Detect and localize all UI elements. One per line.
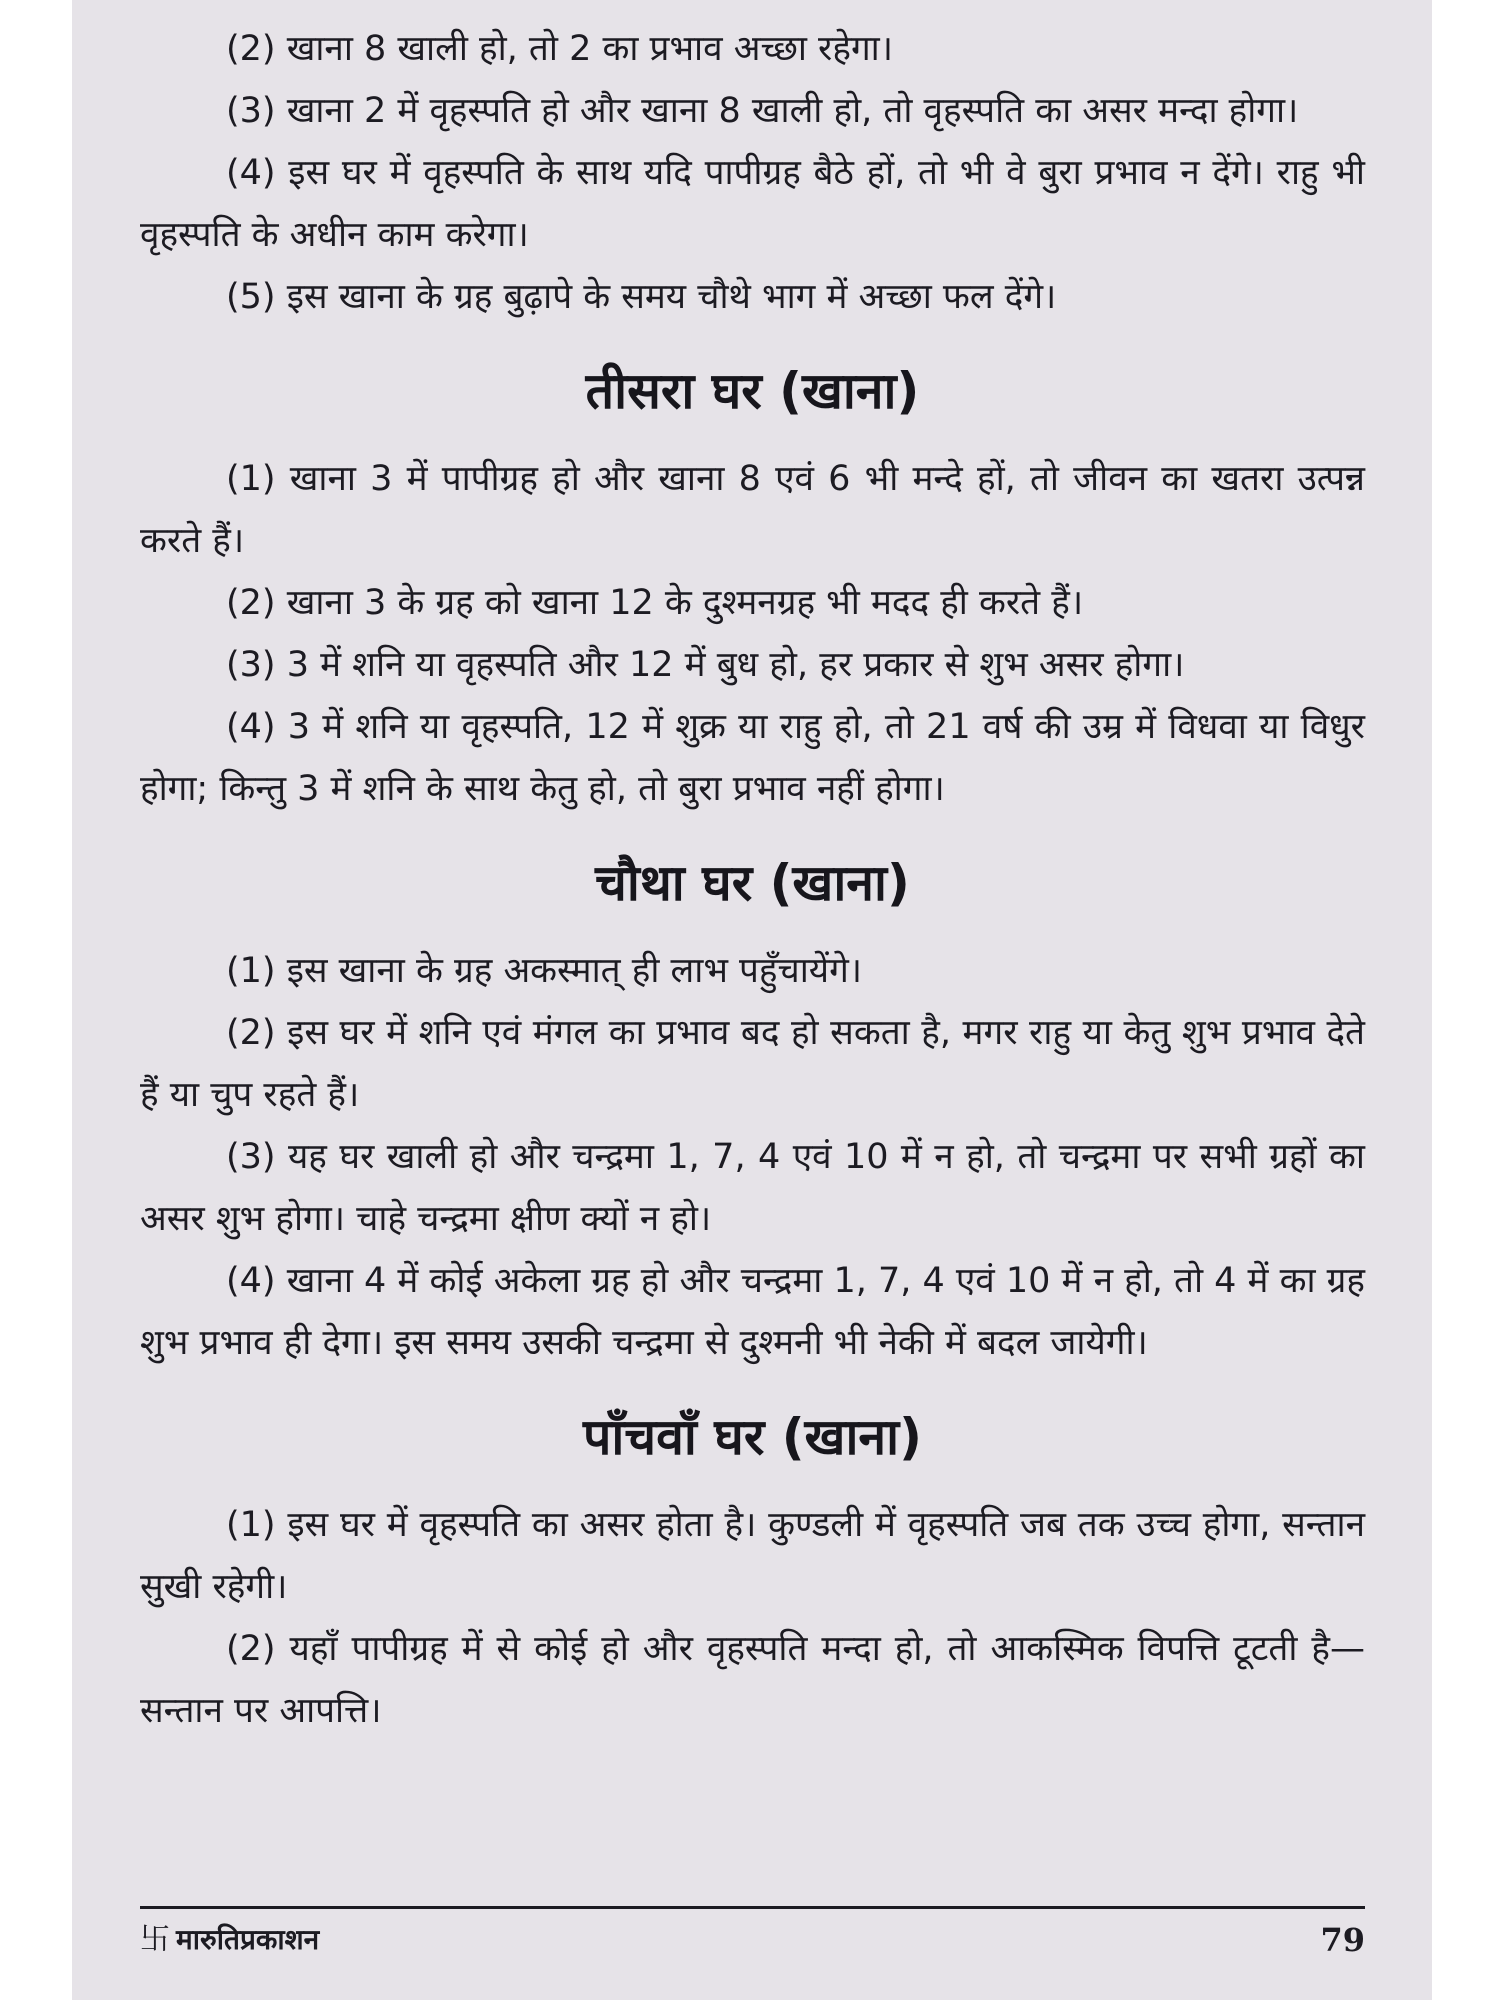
paragraph: (5) इस खाना के ग्रह बुढ़ापे के समय चौथे भाग में अच्छा फल देंगे। — [226, 277, 1057, 317]
section-heading-third-house: तीसरा घर (खाना) — [585, 362, 920, 420]
page-footer — [140, 1916, 1365, 1964]
footer-divider — [140, 1906, 1365, 1909]
paragraph: (2) यहाँ पापीग्रह में से कोई हो और वृहस्पति मन्दा हो, तो आकस्मिक विपत्ति टूटती है—सन्तान पर आपत्ति। — [140, 1629, 1365, 1731]
page-content — [140, 18, 1365, 1742]
paragraph: (3) 3 में शनि या वृहस्पति और 12 में बुध हो, हर प्रकार से शुभ असर होगा। — [226, 645, 1185, 685]
swastik-icon: 卐 — [140, 1922, 170, 1957]
publisher-name: मारुतिप्रकाशन — [176, 1923, 320, 1956]
paragraph: (2) खाना 3 के ग्रह को खाना 12 के दुश्मनग्रह भी मदद ही करते हैं। — [226, 583, 1084, 623]
publisher-logo — [140, 1916, 319, 1964]
paragraph: (3) खाना 2 में वृहस्पति हो और खाना 8 खाली हो, तो वृहस्पति का असर मन्दा होगा। — [226, 91, 1299, 131]
book-page — [72, 0, 1432, 2000]
paragraph: (1) इस घर में वृहस्पति का असर होता है। कुण्डली में वृहस्पति जब तक उच्च होगा, सन्तान सुखी रहेगी। — [140, 1505, 1365, 1607]
paragraph: (1) इस खाना के ग्रह अकस्मात् ही लाभ पहुँचायेंगे। — [226, 951, 863, 991]
section-heading-fourth-house: चौथा घर (खाना) — [595, 854, 910, 912]
section-heading-fifth-house: पाँचवाँ घर (खाना) — [583, 1408, 922, 1466]
paragraph: (4) इस घर में वृहस्पति के साथ यदि पापीग्रह बैठे हों, तो भी वे बुरा प्रभाव न देंगे। राहु भी वृहस्पति के अधीन काम करेगा। — [140, 153, 1365, 255]
page-number: 79 — [1320, 1921, 1365, 1959]
paragraph: (4) खाना 4 में कोई अकेला ग्रह हो और चन्द्रमा 1, 7, 4 एवं 10 में न हो, तो 4 में का ग्रह शुभ प्रभाव ही देगा। इस समय उसकी चन्द्रमा से दुश्मनी भी नेकी में बदल जायेगी। — [140, 1261, 1366, 1363]
paragraph: (2) खाना 8 खाली हो, तो 2 का प्रभाव अच्छा रहेगा। — [226, 29, 893, 69]
paragraph: (4) 3 में शनि या वृहस्पति, 12 में शुक्र या राहु हो, तो 21 वर्ष की उम्र में विधवा या विधुर होगा; किन्तु 3 में शनि के साथ केतु हो, तो बुरा प्रभाव नहीं होगा। — [140, 707, 1365, 809]
paragraph: (3) यह घर खाली हो और चन्द्रमा 1, 7, 4 एवं 10 में न हो, तो चन्द्रमा पर सभी ग्रहों का असर शुभ होगा। चाहे चन्द्रमा क्षीण क्यों न हो। — [140, 1137, 1365, 1239]
paragraph: (2) इस घर में शनि एवं मंगल का प्रभाव बद हो सकता है, मगर राहु या केतु शुभ प्रभाव देते हैं या चुप रहते हैं। — [140, 1013, 1365, 1115]
paragraph: (1) खाना 3 में पापीग्रह हो और खाना 8 एवं 6 भी मन्दे हों, तो जीवन का खतरा उत्पन्न करते हैं। — [140, 459, 1365, 561]
